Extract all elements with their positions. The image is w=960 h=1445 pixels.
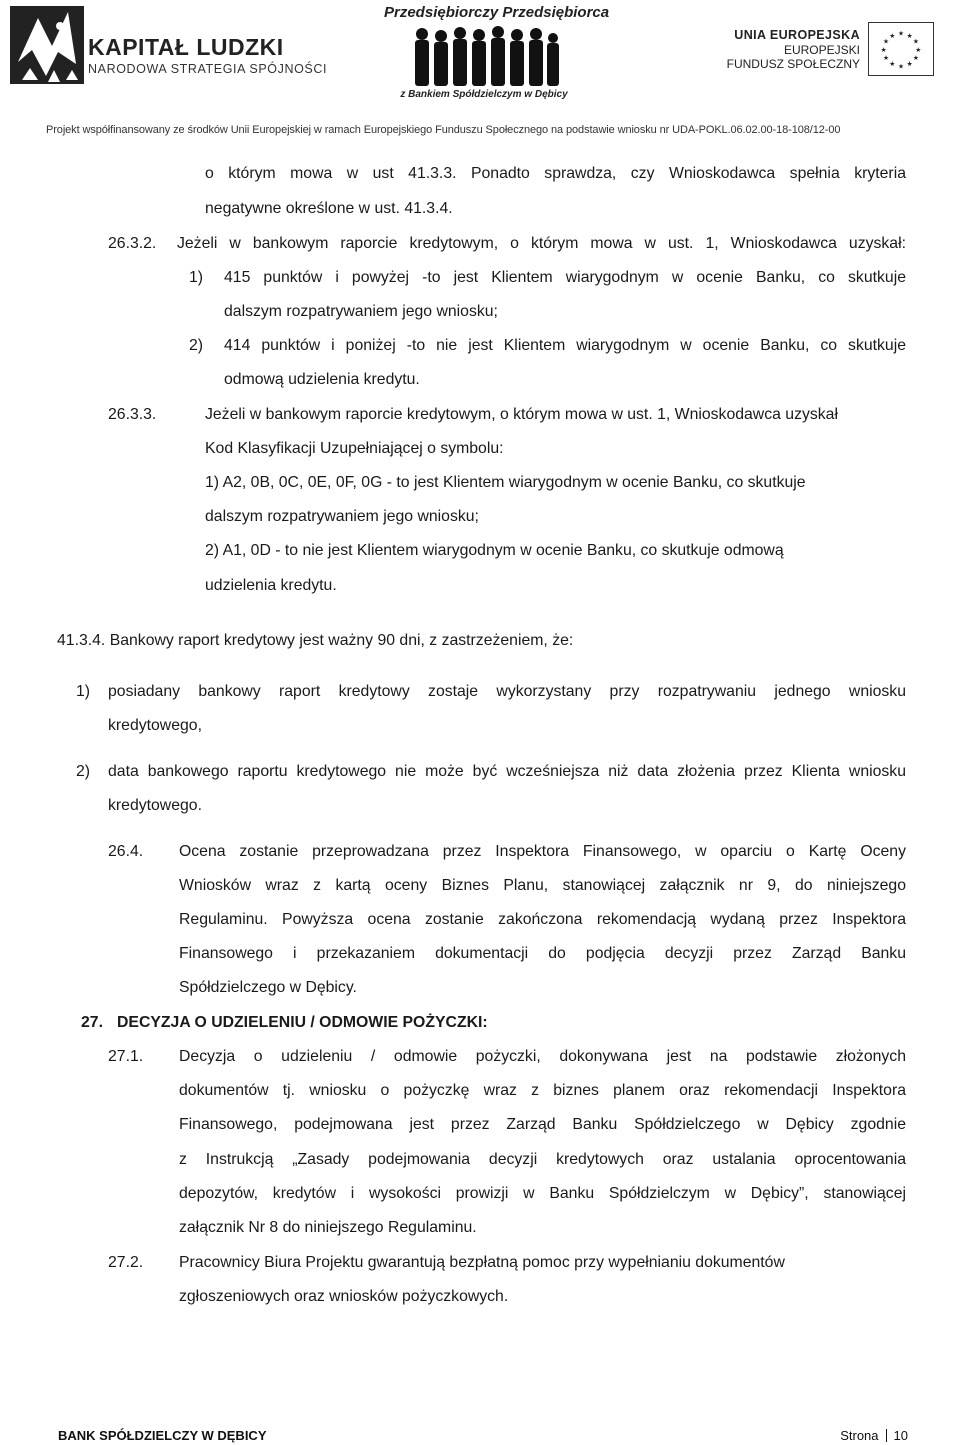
svg-text:★: ★ xyxy=(906,59,913,68)
przedsiebiorczy-logo xyxy=(384,0,610,105)
svg-text:★: ★ xyxy=(883,54,890,63)
section-27-1-number: 27.1. xyxy=(108,1048,144,1065)
section-26-3-2-text: Jeżeli w bankowym raporcie kredytowym, o którym mowa w ust. 1, Wnioskodawca uzyskał: xyxy=(177,235,906,252)
section-26-4-line-5: Spółdzielczego w Dębicy. xyxy=(179,979,357,996)
svg-text:★: ★ xyxy=(880,45,887,54)
section-27-1-line-2: dokumentów tj. wniosku o pożyczkę wraz z biznes planem oraz rekomendacji Inspektora xyxy=(179,1082,906,1099)
svg-text:★: ★ xyxy=(912,37,919,46)
eu-flag-icon xyxy=(868,22,934,76)
section-26-3-2-item-1-line-2: dalszym rozpatrywaniem jego wniosku; xyxy=(224,303,498,320)
footer-page-number: 10 xyxy=(893,1428,908,1443)
continuation-line-1: o którym mowa w ust 41.3.3. Ponadto sprawdza, czy Wnioskodawca spełnia kryteria xyxy=(205,165,906,182)
kapital-ludzki-title: KAPITAŁ LUDZKI xyxy=(88,34,284,60)
people-silhouettes-icon xyxy=(408,26,560,86)
section-27-2-line-2: zgłoszeniowych oraz wniosków pożyczkowych. xyxy=(179,1288,509,1305)
continuation-line-2: negatywne określone w ust. 41.3.4. xyxy=(205,200,453,217)
section-26-3-2-number: 26.3.2. xyxy=(108,235,157,252)
section-26-4-number: 26.4. xyxy=(108,843,144,860)
section-41-3-4-item-2-number: 2) xyxy=(76,763,91,780)
section-41-3-4-item-1-line-2: kredytowego, xyxy=(108,717,202,734)
section-26-3-2-item-1-line-1: 415 punktów i powyżej -to jest Klientem wiarygodnym w ocenie Banku, co skutkuje xyxy=(224,269,906,286)
footer-separator xyxy=(886,1429,887,1442)
kapital-ludzki-subtitle: NARODOWA STRATEGIA SPÓJNOŚCI xyxy=(88,62,328,76)
section-41-3-4-item-2-line-1: data bankowego raportu kredytowego nie może być wcześniejsza niż data złożenia przez Klienta wniosku xyxy=(108,763,906,780)
svg-text:★: ★ xyxy=(906,31,913,40)
section-26-3-2-item-2-line-2: odmową udzielenia kredytu. xyxy=(224,371,420,388)
kapital-ludzki-emblem-icon xyxy=(8,4,86,86)
section-26-4-line-2: Wniosków wraz z kartą oceny Biznes Planu, stanowiącej załącznik nr 9, do niniejszego xyxy=(179,877,906,894)
section-26-3-3-line-4: dalszym rozpatrywaniem jego wniosku; xyxy=(205,508,479,525)
svg-text:★: ★ xyxy=(915,45,922,54)
section-26-3-3-line-5: 2) A1, 0D - to nie jest Klientem wiarygodnym w ocenie Banku, co skutkuje odmową xyxy=(205,542,784,559)
footer-page-indicator xyxy=(840,1428,908,1443)
section-27-number: 27. xyxy=(81,1014,103,1031)
section-26-3-2-item-2-line-1: 414 punktów i poniżej -to nie jest Klientem wiarygodnym w ocenie Banku, co skutkuje xyxy=(224,337,906,354)
section-27-1-line-5: depozytów, kredytów i wysokości prowizji w Banku Spółdzielczym w Dębicy”, stanowiącej xyxy=(179,1185,906,1202)
section-26-3-3-line-1: Jeżeli w bankowym raporcie kredytowym, o którym mowa w ust. 1, Wnioskodawca uzyskał xyxy=(205,406,838,423)
eu-line2: EUROPEJSKI xyxy=(783,43,860,57)
section-41-3-4-item-1-number: 1) xyxy=(76,683,91,700)
section-26-4-line-1: Ocena zostanie przeprowadzana przez Inspektora Finansowego, w oparciu o Kartę Oceny xyxy=(179,843,906,860)
footer-page-label: Strona xyxy=(840,1428,879,1443)
section-26-3-3-line-6: udzielenia kredytu. xyxy=(205,577,337,594)
svg-text:★: ★ xyxy=(912,54,919,63)
section-27-1-line-3: Finansowego, podejmowana jest przez Zarząd Banku Spółdzielczego w Dębicy zgodnie xyxy=(179,1116,906,1133)
section-27-title: DECYZJA O UDZIELENIU / ODMOWIE POŻYCZKI: xyxy=(117,1014,488,1031)
eu-logo xyxy=(726,22,936,82)
svg-text:★: ★ xyxy=(897,29,905,38)
section-26-3-3-number: 26.3.3. xyxy=(108,406,157,423)
section-26-3-2-item-2-number: 2) xyxy=(189,337,204,354)
section-26-3-2-item-1-number: 1) xyxy=(189,269,204,286)
przedsiebiorczy-title: Przedsiębiorczy Przedsiębiorca xyxy=(384,4,610,21)
section-27-1-line-6: załącznik Nr 8 do niniejszego Regulaminu. xyxy=(179,1219,477,1236)
svg-text:★: ★ xyxy=(897,62,905,71)
section-27-1-line-1: Decyzja o udzieleniu / odmowie pożyczki, dokonywana jest na podstawie złożonych xyxy=(179,1048,906,1065)
svg-text:★: ★ xyxy=(889,59,896,68)
eu-title: UNIA EUROPEJSKA xyxy=(734,28,860,42)
section-26-3-3-line-3: 1) A2, 0B, 0C, 0E, 0F, 0G - to jest Klientem wiarygodnym w ocenie Banku, co skutkuje xyxy=(205,474,806,491)
svg-text:★: ★ xyxy=(889,31,896,40)
section-41-3-4-item-2-line-2: kredytowego. xyxy=(108,797,202,814)
eu-line3: FUNDUSZ SPOŁECZNY xyxy=(726,57,860,71)
footer-bank-name: BANK SPÓŁDZIELCZY W DĘBICY xyxy=(58,1428,267,1443)
section-41-3-4-heading: 41.3.4. Bankowy raport kredytowy jest ważny 90 dni, z zastrzeżeniem, że: xyxy=(57,632,574,649)
section-27-2-number: 27.2. xyxy=(108,1254,144,1271)
przedsiebiorczy-subtitle: z Bankiem Spółdzielczym w Dębicy xyxy=(400,89,568,100)
section-26-4-line-3: Regulaminu. Powyższa ocena zostanie zakończona rekomendacją wydaną przez Inspektora xyxy=(179,911,906,928)
kapital-ludzki-logo xyxy=(8,4,328,92)
project-cofinancing-note: Projekt współfinansowany ze środków Unii Europejskiej w ramach Europejskiego Funduszu Społecznego na podstawie wniosku nr UDA-POKL.06.02.00-18-108/12-00 xyxy=(46,124,841,136)
section-27-2-line-1: Pracownicy Biura Projektu gwarantują bezpłatną pomoc przy wypełnianiu dokumentów xyxy=(179,1254,785,1271)
section-41-3-4-item-1-line-1: posiadany bankowy raport kredytowy zostaje wykorzystany przy rozpatrywaniu jednego wniosku xyxy=(108,683,906,700)
section-26-4-line-4: Finansowego i przekazaniem dokumentacji do podjęcia decyzji przez Zarząd Banku xyxy=(179,945,906,962)
svg-text:★: ★ xyxy=(883,37,890,46)
section-27-1-line-4: z Instrukcją „Zasady podejmowania decyzji kredytowych oraz ustalania oprocentowania xyxy=(179,1151,906,1168)
section-26-3-3-line-2: Kod Klasyfikacji Uzupełniającej o symbolu: xyxy=(205,440,504,457)
